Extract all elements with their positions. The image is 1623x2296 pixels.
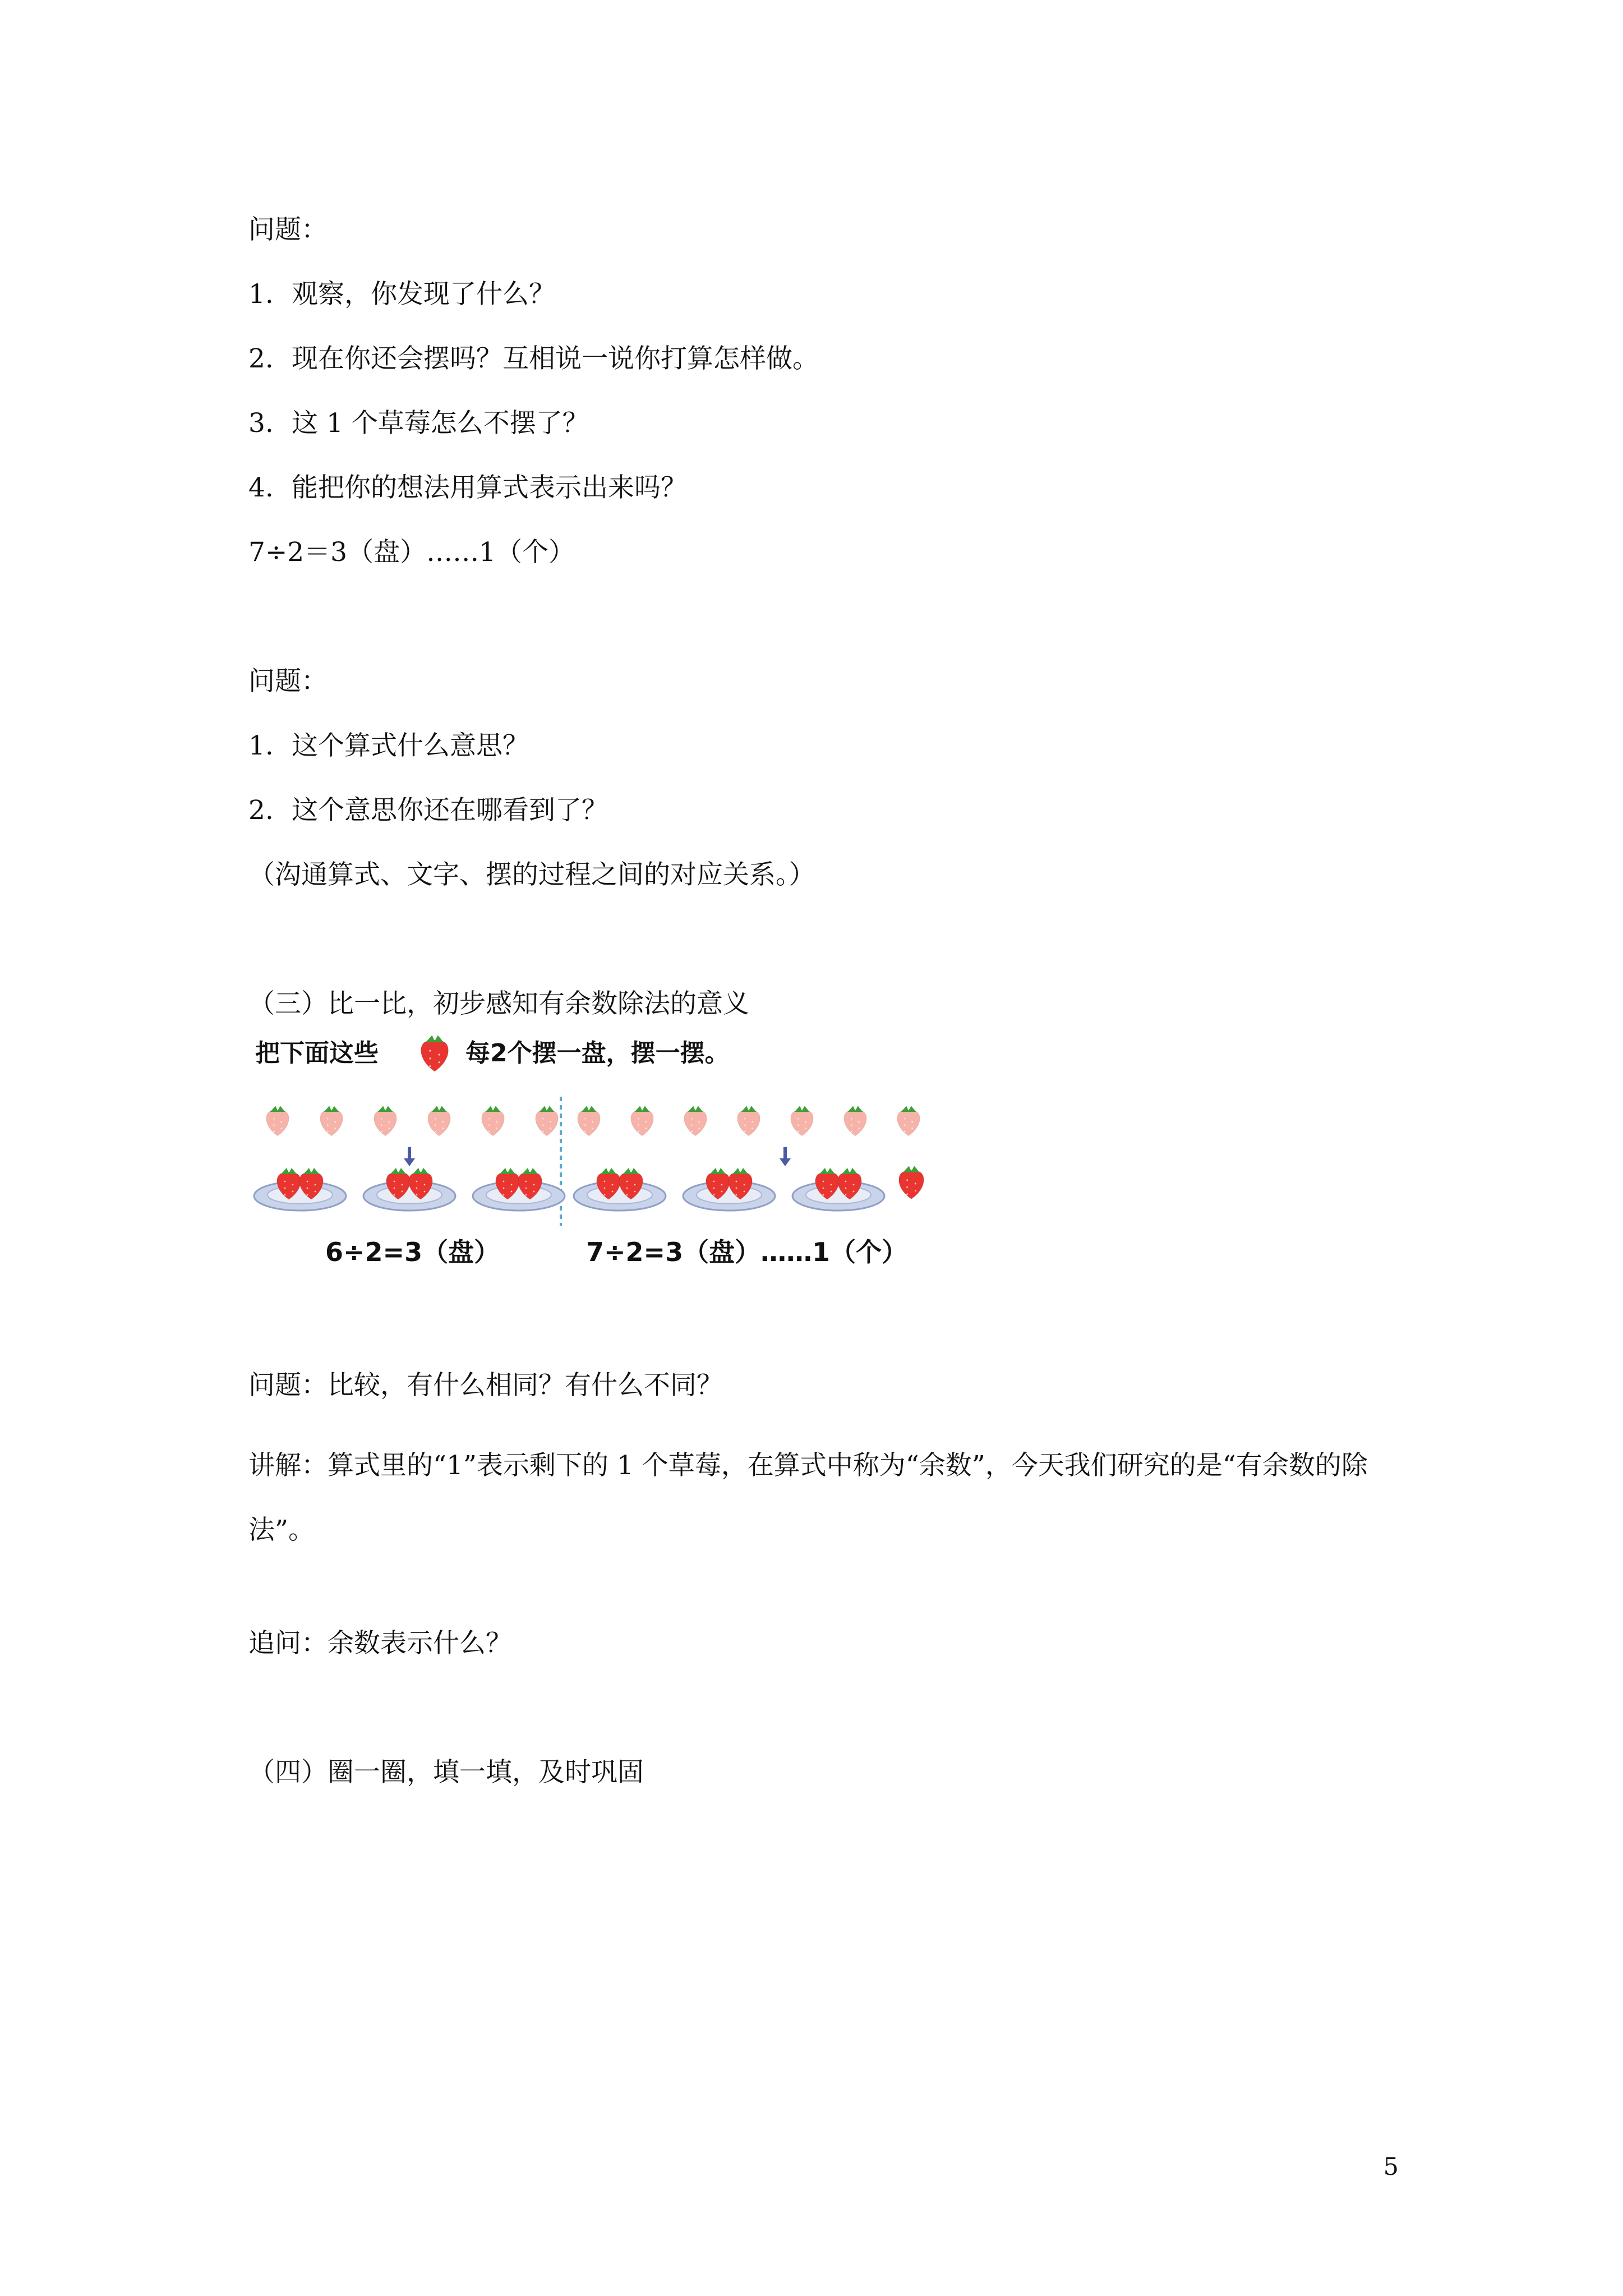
item-number: 2.: [248, 343, 274, 374]
pale-strawberry-icon: [791, 1106, 813, 1136]
question-item: [248, 407, 589, 440]
question-item: [248, 794, 608, 827]
item-number: 4.: [248, 472, 274, 503]
item-text: 观察，你发现了什么？: [292, 279, 555, 310]
strawberry-row: [266, 1106, 920, 1136]
pale-strawberry-icon: [266, 1106, 289, 1136]
item-number: 1.: [248, 279, 274, 310]
figure-title-right: 每2个摆一盘，摆一摆。: [465, 1039, 730, 1068]
pale-strawberry-icon: [844, 1106, 866, 1136]
question-heading-1: 问题：: [248, 214, 328, 245]
pale-strawberry-icon: [320, 1106, 343, 1136]
equation-left: 6÷2=3（盘）: [325, 1237, 500, 1267]
question-item: [248, 729, 529, 763]
pale-strawberry-icon: [536, 1106, 558, 1136]
pale-strawberry-icon: [897, 1106, 920, 1136]
pale-strawberry-icon: [482, 1106, 504, 1136]
division-formula: 7÷2＝3（盘）……1（个）: [248, 537, 575, 568]
pale-strawberry-icon: [578, 1106, 600, 1136]
question-item: [248, 471, 687, 505]
item-text: 这个算式什么意思？: [292, 730, 529, 761]
question-item: [248, 342, 819, 376]
plate-row: [254, 1147, 924, 1211]
item-number: 2.: [248, 795, 274, 826]
page-number: 5: [1383, 2153, 1399, 2181]
item-text: 能把你的想法用算式表示出来吗？: [292, 472, 687, 503]
pale-strawberry-icon: [737, 1106, 760, 1136]
section-heading-4: （四）圈一圈，填一填，及时巩固: [248, 1757, 644, 1788]
item-text: 这个意思你还在哪看到了？: [292, 795, 608, 826]
compare-question: 问题：比较，有什么相同？有什么不同？: [248, 1370, 723, 1401]
pale-strawberry-icon: [684, 1106, 707, 1136]
item-text: 现在你还会摆吗？互相说一说你打算怎样做。: [292, 343, 819, 374]
follow-up-question: 追问：余数表示什么？: [248, 1628, 512, 1659]
section-heading-3: （三）比一比，初步感知有余数除法的意义: [248, 988, 749, 1019]
item-text: 这 1 个草莓怎么不摆了？: [292, 408, 589, 439]
question-item: [248, 278, 555, 311]
teaching-note: （沟通算式、文字、摆的过程之间的对应关系。）: [248, 859, 815, 890]
pale-strawberry-icon: [374, 1106, 396, 1136]
down-arrow-icon: [404, 1147, 415, 1166]
figure-title-left: 把下面这些: [255, 1039, 379, 1068]
strawberry-illustration: [255, 1032, 939, 1279]
title-strawberry-icon: [421, 1036, 449, 1071]
pale-strawberry-icon: [428, 1106, 450, 1136]
equation-right: 7÷2=3（盘）……1（个）: [586, 1237, 908, 1267]
down-arrow-icon: [780, 1147, 791, 1166]
strawberry-icon: [421, 1036, 449, 1071]
remainder-strawberry-icon: [899, 1166, 924, 1199]
item-number: 3.: [248, 408, 274, 439]
question-heading-2: 问题：: [248, 666, 328, 697]
strawberry-figure: [255, 1032, 939, 1279]
explanation: 讲解：算式里的“1”表示剩下的 1 个草莓，在算式中称为“余数”，今天我们研究的是“有余数的除法”。: [248, 1450, 1368, 1545]
item-number: 1.: [248, 730, 274, 761]
pale-strawberry-icon: [631, 1106, 653, 1136]
